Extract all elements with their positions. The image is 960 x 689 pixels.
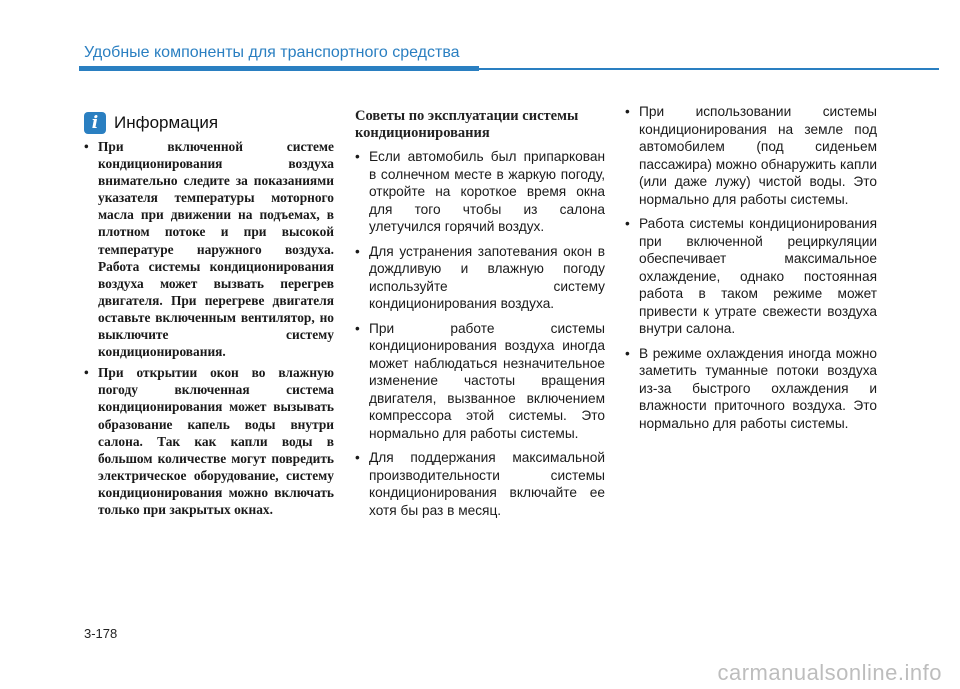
tip-item: • Для устранения запотевания окон в дождливую и влажную погоду используйте систему кондиционирования воздуха.	[355, 243, 605, 313]
tips-title: Советы по эксплуатации системы кондиционирования	[355, 108, 579, 141]
tips-column	[355, 108, 605, 526]
tip-item: • Для поддержания максимальной производительности системы кондиционирования включайте ее хотя бы раз в месяц.	[355, 449, 605, 519]
tip-item: • При использовании системы кондиционирования на земле под автомобилем (под сиденьем пассажира) можно обнаружить капли (или даже лужу) чистой воды. Это нормально для работы системы.	[625, 103, 877, 208]
watermark-link[interactable]: carmanualsonline.info	[717, 660, 942, 685]
tip-item: • При работе системы кондиционирования воздуха иногда может наблюдаться незначительное изменение частоты вращения двигателя, вызванное включением компрессора этой системы. Это нормально для работы системы.	[355, 320, 605, 443]
info-title: Информация	[114, 113, 219, 132]
section-header-title: Удобные компоненты для транспортного средства	[84, 44, 460, 61]
page-number: 3-178	[84, 626, 118, 641]
info-item: • При открытии окон во влажную погоду включенная система кондиционирования может вызывать образование капель воды внутри салона. Так как капли воды в большом количестве могут повредить электрическое оборудование, систему кондиционирования можно включать только при закрытых окнах.	[84, 364, 334, 518]
more-tips-list	[625, 103, 877, 432]
info-icon: i	[84, 112, 106, 134]
info-list	[84, 138, 334, 518]
info-item: • При включенной системе кондиционирования воздуха внимательно следите за показаниями указателя температуры моторного масла при движении на подъемах, в плотном потоке и при высокой температуре наружного воздуха. Работа системы кондиционирования воздуха может вызвать перегрев двигателя. При перегреве двигателя оставьте включенным вентилятор, но выключите систему кондиционирования.	[84, 138, 334, 360]
header-rule-line	[479, 68, 939, 70]
header-rule-accent	[79, 66, 479, 71]
tip-item: • В режиме охлаждения иногда можно заметить туманные потоки воздуха из-за быстрого охлаждения и влажности приточного воздуха. Это нормально для работы системы.	[625, 345, 877, 433]
more-tips-column	[625, 103, 877, 439]
info-column	[84, 112, 334, 522]
tip-item: • Работа системы кондиционирования при включенной рециркуляции обеспечивает максимальное охлаждение, однако постоянная работа в таком режиме может привести к утрате свежести воздуха внутри салона.	[625, 215, 877, 338]
info-heading	[84, 112, 334, 134]
tips-list	[355, 148, 605, 519]
tip-item: • Если автомобиль был припаркован в солнечном месте в жаркую погоду, откройте на короткое время окна для того чтобы из салона улетучился горячий воздух.	[355, 148, 605, 236]
